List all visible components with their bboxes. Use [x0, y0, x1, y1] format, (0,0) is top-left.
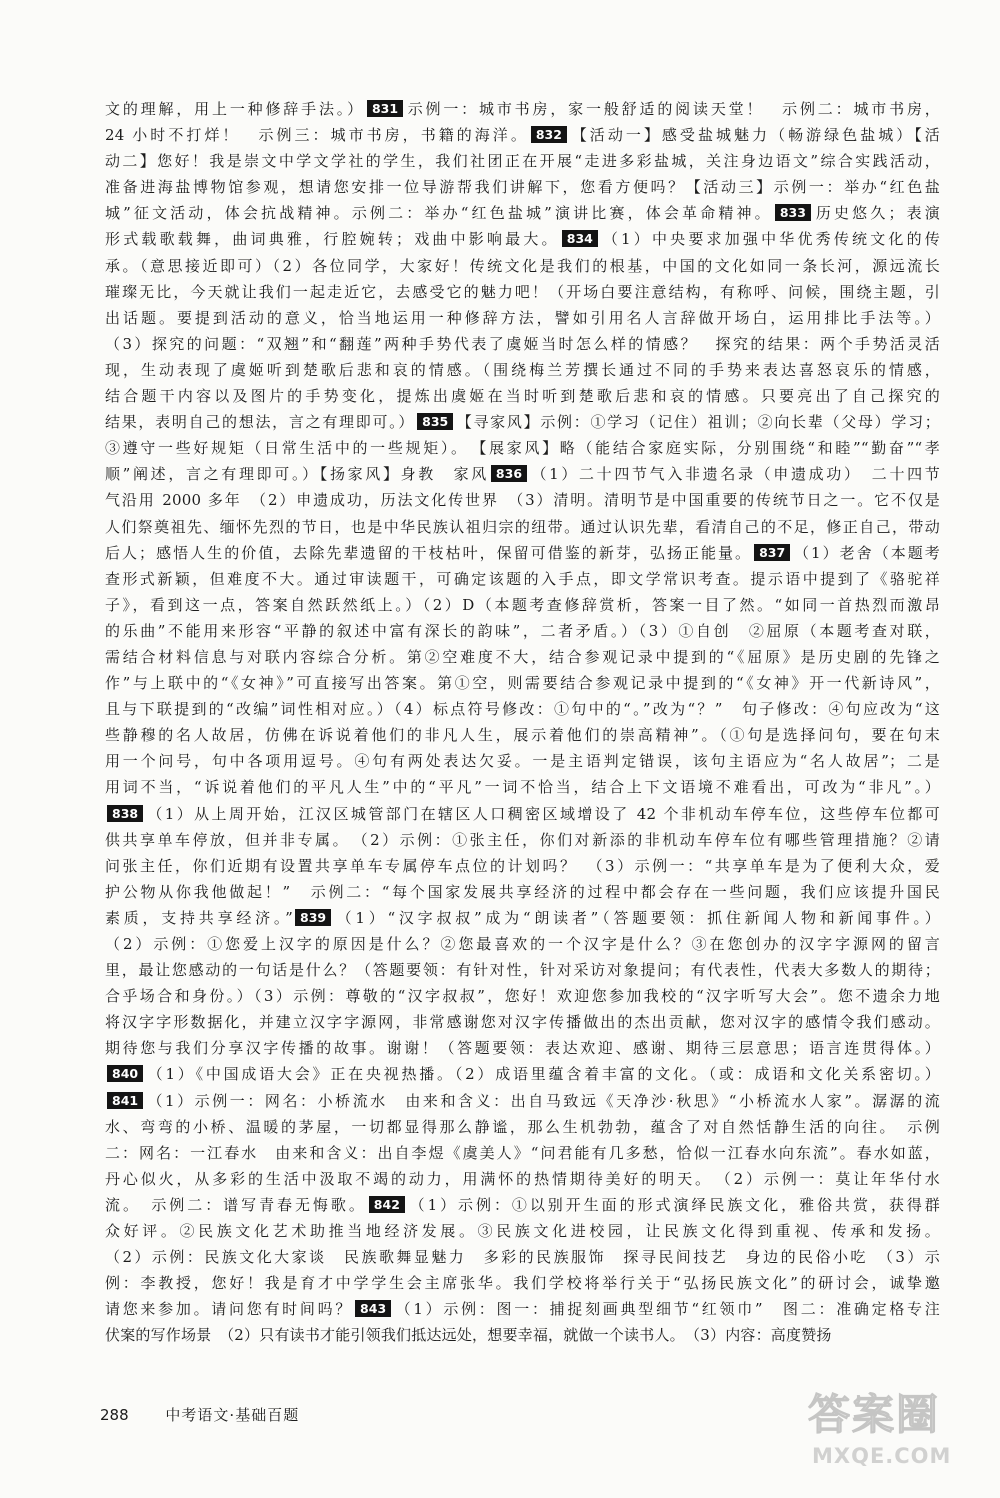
- text-line: [105, 122, 940, 148]
- text-line: [105, 801, 940, 827]
- question-number-badge: 833: [775, 204, 811, 221]
- text-line: [105, 409, 940, 435]
- text-segment: 护公物从你我他做起！” 示例二：“每个国家发展共享经济的过程中都会存在一些问题，我们应该提升国民: [105, 882, 940, 901]
- text-segment: 文的理解，用上一种修辞手法。）: [105, 100, 365, 118]
- text-line: [105, 1061, 940, 1087]
- text-segment: 水、弯弯的小桥、温暖的茅屋，一切都显得那么静谧，那么生机勃勃，蕴含了对自然恬静生活的向往。 示例: [105, 1117, 940, 1136]
- question-number-badge: 841: [107, 1092, 143, 1109]
- text-segment: 璀璨无比，今天就让我们一起走近它，去感受它的魅力吧！（开场白要注意结构，有称呼、问候，围绕主题，引: [105, 282, 940, 301]
- text-segment: 例：李教授，您好！我是育才中学学生会主席张华。我们学校将举行关于“弘扬民族文化”的研讨会，诚挚邀: [105, 1274, 940, 1293]
- text-segment: 【活动一】感受盐城魅力（畅游绿色盐城）【活: [568, 126, 940, 145]
- text-segment: 24 小时不打烊！ 示例三：城市书房，书籍的海洋。: [105, 126, 529, 145]
- text-segment: 些静穆的名人故居，仿佛在诉说着他们的非凡人生，展示着他们的崇高精神”。（①句是选择问句，要在句末: [105, 726, 940, 745]
- text-segment: 结果，表明自己的想法，言之有理即可。）: [105, 413, 416, 432]
- text-segment: 的乐曲”不能用来形容“平静的叙述中富有深长的韵味”，二者矛盾。）（3）①自创 ②屈原（本题考查对联，: [105, 621, 940, 640]
- text-line: [105, 1218, 940, 1244]
- text-line: [105, 461, 940, 487]
- text-line: [105, 96, 940, 122]
- text-segment: 后人；感悟人生的价值，去除先辈遗留的干枝枯叶，保留可借鉴的新芽，弘扬正能量。: [105, 543, 753, 562]
- question-number-badge: 834: [562, 230, 598, 247]
- text-segment: （1）“汉字叔叔”成为“朗读者”（答题要领：抓住新闻人物和新闻事件。）: [333, 908, 940, 927]
- question-number-badge: 842: [369, 1196, 405, 1213]
- text-line: [105, 357, 940, 383]
- text-segment: 示例一：城市书房，家一般舒适的阅读天堂！ 示例二：城市书房，: [405, 100, 940, 118]
- question-number-badge: 843: [355, 1300, 391, 1317]
- text-segment: 期待您与我们分享汉字传播的故事。谢谢！（答题要领：表达欢迎、感谢、期待三层意思；语言连贯得体。）: [105, 1039, 940, 1058]
- text-segment: 丹心似火，从多彩的生活中汲取不竭的动力，用满怀的热情期待美好的明天。 （2）示例一：莫让年华付水: [105, 1169, 940, 1188]
- text-segment: （1）二十四节气入非遗名录（申遗成功） 二十四节: [529, 465, 940, 484]
- text-line: [105, 618, 940, 644]
- question-number-badge: 836: [491, 465, 527, 482]
- text-line: [105, 592, 940, 618]
- text-segment: 查形式新颖，但难度不大。通过审读题干，可确定该题的入手点，即文学常识考查。提示语中提到了《骆驼祥: [105, 569, 940, 588]
- text-segment: 城”征文活动，体会抗战精神。示例二：举办“红色盐城”演讲比赛，体会革命精神。: [105, 204, 773, 223]
- answer-text-block: [105, 96, 940, 1349]
- text-segment: 流。 示例二：谱写青春无悔歌。: [105, 1195, 367, 1214]
- text-line: [105, 644, 940, 670]
- text-segment: 用词不当，“诉说着他们的平凡人生”中的“平凡”一词不恰当，结合上下文语境不难看出，可改为“非凡”。）: [105, 778, 940, 797]
- text-line: [105, 879, 940, 905]
- text-segment: 伏案的写作场景 （2）只有读书才能引领我们抵达远处，想要幸福，就做一个读书人。 （3）内容：高度赞扬: [105, 1326, 832, 1345]
- text-segment: 人们祭奠祖先、缅怀先烈的节日，也是中华民族认祖归宗的纽带。通过认识先辈，看清自己的不足，修正自己，带动: [105, 517, 940, 536]
- text-line: [105, 1035, 940, 1061]
- text-segment: 【寻家风】示例：①学习（记住）祖训；②向长辈（父母）学习；: [455, 413, 940, 432]
- text-line: [105, 1009, 940, 1035]
- text-line: [105, 1166, 940, 1192]
- text-line: [105, 1088, 940, 1114]
- text-segment: 承。（意思接近即可）（2）各位同学，大家好！传统文化是我们的根基，中国的文化如同一条长河，源远流长: [105, 256, 940, 275]
- text-segment: （2）示例：民族文化大家谈 民族歌舞显魅力 多彩的民族服饰 探寻民间技艺 身边的民俗小吃 （3）示: [105, 1248, 940, 1267]
- text-line: [105, 931, 940, 957]
- text-segment: 众好评。②民族文化艺术助推当地经济发展。③民族文化进校园，让民族文化得到重视、传承和发扬。: [105, 1222, 940, 1241]
- text-segment: 需结合材料信息与对联内容综合分析。第②空难度不大，结合参观记录中提到的“《屈原》是历史剧的先锋之: [105, 647, 940, 666]
- text-line: [105, 905, 940, 931]
- text-segment: 合乎场合和身份。）（3）示例：尊敬的“汉字叔叔”，您好！欢迎您参加我校的“汉字听写大会”。您不遗余力地: [105, 987, 940, 1006]
- text-line: [105, 383, 940, 409]
- watermark-text: 答案圈: [808, 1390, 941, 1439]
- text-line: [105, 983, 940, 1009]
- text-segment: 用一个问号，句中各项用逗号。④句有两处表达欠妥。一是主语判定错误，该句主语应为“名人故居”；二是: [105, 752, 940, 771]
- question-number-badge: 831: [367, 100, 403, 117]
- text-segment: 且与下联提到的“改编”词性相对应。）（4）标点符号修改：①句中的“。”改为“？” 句子修改：④句应改为“这: [105, 700, 940, 719]
- text-line: [105, 279, 940, 305]
- text-line: [105, 487, 940, 513]
- text-segment: 将汉字字形数据化，并建立汉字字源网，非常感谢您对汉字传播做出的杰出贡献，您对汉字的感情令我们感动。: [105, 1013, 940, 1032]
- text-segment: 气沿用 2000 多年 （2）申遗成功，历法文化传世界 （3）清明。清明节是中国重要的传统节日之一。它不仅是: [105, 491, 940, 510]
- text-segment: （1）示例：①以别开生面的形式演绎民族文化，雅俗共赏，获得群: [406, 1195, 940, 1214]
- text-segment: （1）示例：图一：捕捉刻画典型细节“红领巾” 图二：准确定格专注: [393, 1300, 940, 1319]
- question-number-badge: 835: [417, 413, 453, 430]
- text-line: [105, 148, 940, 174]
- text-line: [105, 174, 940, 200]
- text-line: [105, 1322, 940, 1348]
- text-line: [105, 1270, 940, 1296]
- text-segment: 问张主任，你们近期有设置共享单车专属停车点位的计划吗？ （3）示例一：“共享单车是为了便利大众，爱: [105, 856, 940, 875]
- question-number-badge: 839: [295, 909, 331, 926]
- text-line: [105, 1244, 940, 1270]
- text-line: [105, 331, 940, 357]
- text-segment: 作”与上联中的“《女神》”可直接写出答案。第①空，则需要结合参观记录中提到的“《女神》开一代新诗风”，: [105, 674, 940, 693]
- text-segment: （1）从上周开始，江汉区城管部门在辖区人口稠密区域增设了 42 个非机动车停车位，这些停车位都可: [145, 804, 940, 823]
- text-line: [105, 514, 940, 540]
- text-line: [105, 1114, 940, 1140]
- text-segment: 子》，看到这一点，答案自然跃然纸上。）（2）D（本题考查修辞赏析，答案一目了然。“如同一首热烈而激昂: [105, 595, 940, 614]
- text-line: [105, 722, 940, 748]
- text-segment: （1）中央要求加强中华优秀传统文化的传: [599, 230, 940, 249]
- watermark-url: MXQE.COM: [812, 1444, 952, 1468]
- text-segment: 动二】您好！我是崇文中学文学社的学生，我们社团正在开展“走进多彩盐城，关注身边语文”综合实践活动，: [105, 152, 940, 171]
- text-segment: 请您来参加。请问您有时间吗？: [105, 1300, 354, 1319]
- watermark-logo: [806, 1382, 968, 1482]
- text-line: [105, 1296, 940, 1322]
- text-segment: ③遵守一些好规矩（日常生活中的一些规矩）。 【展家风】略（能结合家庭实际，分别围绕“和睦”“勤奋”“孝: [105, 439, 940, 458]
- text-line: [105, 435, 940, 461]
- text-line: [105, 696, 940, 722]
- text-line: [105, 305, 940, 331]
- question-number-badge: 832: [531, 126, 567, 143]
- text-segment: （1）示例一：网名：小桥流水 由来和含义：出自马致远《天净沙·秋思》“小桥流水人家”。潺潺的流: [145, 1091, 940, 1110]
- text-segment: 形式载歌载舞，曲词典雅，行腔婉转；戏曲中影响最大。: [105, 230, 560, 249]
- text-line: [105, 827, 940, 853]
- text-line: [105, 1192, 940, 1218]
- text-segment: 顺”阐述，言之有理即可。）【扬家风】身教 家风: [105, 465, 489, 484]
- text-line: [105, 957, 940, 983]
- text-line: [105, 748, 940, 774]
- text-segment: （1）《中国成语大会》正在央视热播。（2）成语里蕴含着丰富的文化。（或：成语和文化关系密切。）: [145, 1065, 940, 1084]
- text-line: [105, 670, 940, 696]
- question-number-badge: 840: [107, 1065, 143, 1082]
- text-segment: （2）示例：①您爱上汉字的原因是什么？②您最喜欢的一个汉字是什么？③在您创办的汉字字源网的留言: [105, 935, 940, 953]
- text-line: [105, 774, 940, 800]
- text-line: [105, 853, 940, 879]
- text-line: [105, 200, 940, 226]
- text-line: [105, 540, 940, 566]
- question-number-badge: 838: [107, 805, 143, 822]
- text-line: [105, 566, 940, 592]
- book-title: 中考语文·基础百题: [165, 1406, 300, 1424]
- text-segment: （1）老舍（本题考: [792, 543, 940, 562]
- text-segment: 供共享单车停放，但并非专属。 （2）示例：①张主任，你们对新添的非机动车停车位有哪些管理措施？②请: [105, 830, 940, 849]
- text-segment: 里，最让您感动的一句话是什么？（答题要领：有针对性，针对采访对象提问；有代表性，代表大多数人的期待；: [105, 961, 940, 980]
- text-segment: 现，生动表现了虞姬听到楚歌后悲和哀的情感。（围绕梅兰芳撰长通过不同的手势来表达喜怒哀乐的情感，: [105, 360, 940, 379]
- page-footer: [100, 1404, 299, 1425]
- text-segment: （3）探究的问题：“双翘”和“翻莲”两种手势代表了虞姬当时怎么样的情感？ 探究的结果：两个手势活灵活: [105, 334, 940, 353]
- text-segment: 历史悠久；表演: [812, 204, 940, 223]
- question-number-badge: 837: [754, 544, 790, 561]
- text-line: [105, 253, 940, 279]
- text-segment: 二：网名：一江春水 由来和含义：出自李煜《虞美人》“问君能有几多愁，恰似一江春水向东流”。春水如蓝，: [105, 1143, 940, 1162]
- text-line: [105, 1140, 940, 1166]
- page-number: 288: [100, 1406, 129, 1424]
- text-segment: 出话题。要提到活动的意义，恰当地运用一种修辞方法，譬如引用名人言辞做开场白，运用排比手法等。）: [105, 308, 940, 327]
- text-line: [105, 226, 940, 252]
- text-segment: 结合题干内容以及图片的手势变化，提炼出虞姬在当时听到楚歌后悲和哀的情感。只要亮出了自己探究的: [105, 387, 940, 406]
- text-segment: 准备进海盐博物馆参观，想请您安排一位导游帮我们讲解下，您看方便吗？【活动三】示例一：举办“红色盐: [105, 178, 940, 197]
- text-segment: 素质，支持共享经济。”: [105, 908, 293, 927]
